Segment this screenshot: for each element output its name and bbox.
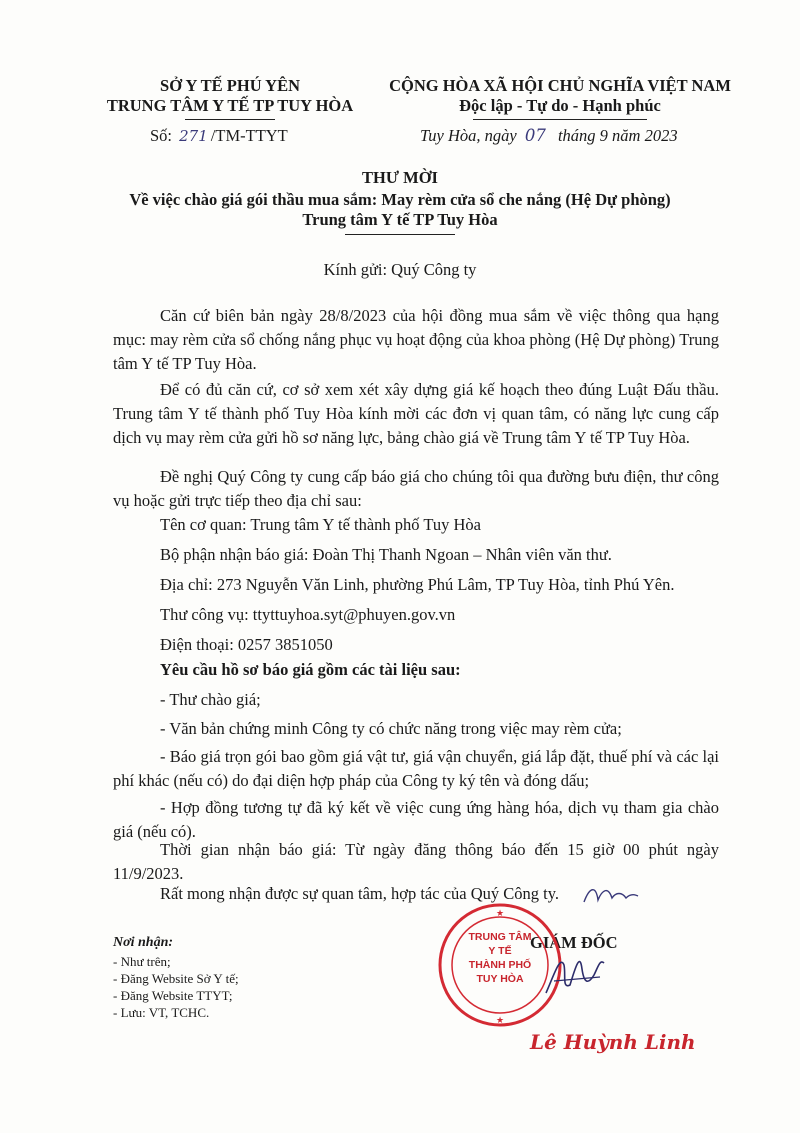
address: Địa chỉ: 273 Nguyễn Văn Linh, phường Phú Lâm, TP Tuy Hòa, tỉnh Phú Yên.	[160, 575, 675, 594]
requirement-1: - Thư chào giá;	[160, 690, 261, 709]
number-suffix: /TM-TTYT	[210, 126, 288, 145]
title-underline	[345, 234, 455, 235]
recipient-item: - Đăng Website Sở Y tế;	[113, 971, 239, 986]
ministry-name: SỞ Y TẾ PHÚ YÊN	[160, 76, 300, 95]
recipient-item: - Lưu: VT, TCHC.	[113, 1005, 210, 1020]
signer-title: GIÁM ĐỐC	[530, 933, 618, 952]
national-motto: Độc lập - Tự do - Hạnh phúc	[459, 96, 661, 115]
deadline: Thời gian nhận báo giá: Từ ngày đăng thông báo đến 15 giờ 00 phút ngày 11/9/2023.	[113, 840, 719, 883]
document-title: THƯ MỜI	[362, 168, 438, 187]
svg-text:★: ★	[495, 1015, 505, 1025]
requirements-heading: Yêu cầu hồ sơ báo giá gồm các tài liệu sau:	[160, 660, 461, 679]
requirement-2: - Văn bản chứng minh Công ty có chức năng trong việc may rèm cửa;	[160, 719, 622, 738]
requirement-4: - Hợp đồng tương tự đã ký kết về việc cung ứng hàng hóa, dịch vụ tham gia chào giá (nếu có).	[113, 798, 719, 841]
requirement-3: - Báo giá trọn gói bao gồm giá vật tư, giá vận chuyển, giá lắp đặt, thuế phí và các lại phí khác (nếu có) do đại diện hợp pháp của Công ty ký tên và đóng dấu;	[113, 747, 719, 790]
agency-name: Tên cơ quan: Trung tâm Y tế thành phố Tuy Hòa	[160, 515, 481, 534]
stamp-line: THÀNH PHỐ	[468, 959, 532, 971]
document-number	[150, 126, 288, 146]
subject-line-2: Trung tâm Y tế TP Tuy Hòa	[302, 210, 498, 229]
number-handwritten: 271	[179, 127, 208, 145]
initials-signature	[580, 880, 640, 910]
signer-name: Lê Huỳnh Linh	[530, 1030, 696, 1054]
header-right-underline	[473, 119, 647, 120]
place-date	[420, 126, 678, 146]
greeting: Kính gửi: Quý Công ty	[323, 260, 477, 279]
recipient-item: - Như trên;	[113, 954, 171, 969]
svg-text:★: ★	[495, 908, 505, 918]
stamp-line: TRUNG TÂM	[468, 931, 532, 943]
recipients-heading: Nơi nhận:	[113, 935, 174, 950]
stamp-text	[453, 930, 547, 986]
stamp-line: TUY HÒA	[476, 973, 524, 985]
date-prefix: Tuy Hòa, ngày	[420, 126, 517, 145]
center-name: TRUNG TÂM Y TẾ TP TUY HÒA	[106, 96, 354, 115]
recipient-item: - Đăng Website TTYT;	[113, 988, 233, 1003]
country-name: CỘNG HÒA XÃ HỘI CHỦ NGHĨA VIỆT NAM	[389, 76, 731, 95]
date-suffix: tháng 9 năm 2023	[557, 126, 678, 145]
closing: Rất mong nhận được sự quan tâm, hợp tác của Quý Công ty.	[160, 884, 560, 903]
email: Thư công vụ: ttyttuyhoa.syt@phuyen.gov.vn	[160, 605, 456, 624]
paragraph-3: Đề nghị Quý Công ty cung cấp báo giá cho chúng tôi qua đường bưu điện, thư công vụ hoặc gửi trực tiếp theo địa chỉ sau:	[113, 467, 719, 510]
handwritten-signature	[540, 945, 610, 1005]
paragraph-1: Căn cứ biên bản ngày 28/8/2023 của hội đồng mua sắm về việc thông qua hạng mục: may rèm cửa sổ chống nắng phục vụ hoạt động của khoa phòng (Hệ Dự phòng) Trung tâm Y tế TP Tuy Hòa.	[113, 306, 719, 373]
header-left-underline	[185, 119, 275, 120]
subject-line-1: Về việc chào giá gói thầu mua sắm: May rèm cửa sổ che nắng (Hệ Dự phòng)	[129, 190, 671, 209]
number-label: Số:	[150, 126, 173, 145]
paragraph-2: Để có đủ căn cứ, cơ sở xem xét xây dựng giá kế hoạch theo đúng Luật Đấu thầu. Trung tâm Y tế thành phố Tuy Hòa kính mời các đơn vị quan tâm, có năng lực cung cấp dịch vụ may rèm cửa gửi hồ sơ năng lực, bảng chào giá về Trung tâm Y tế TP Tuy Hòa.	[113, 380, 719, 447]
receiver-dept: Bộ phận nhận báo giá: Đoàn Thị Thanh Ngoan – Nhân viên văn thư.	[160, 545, 612, 564]
phone: Điện thoại: 0257 3851050	[160, 635, 333, 654]
stamp-line: Y TẾ	[488, 945, 512, 957]
date-day: 07	[524, 126, 546, 145]
